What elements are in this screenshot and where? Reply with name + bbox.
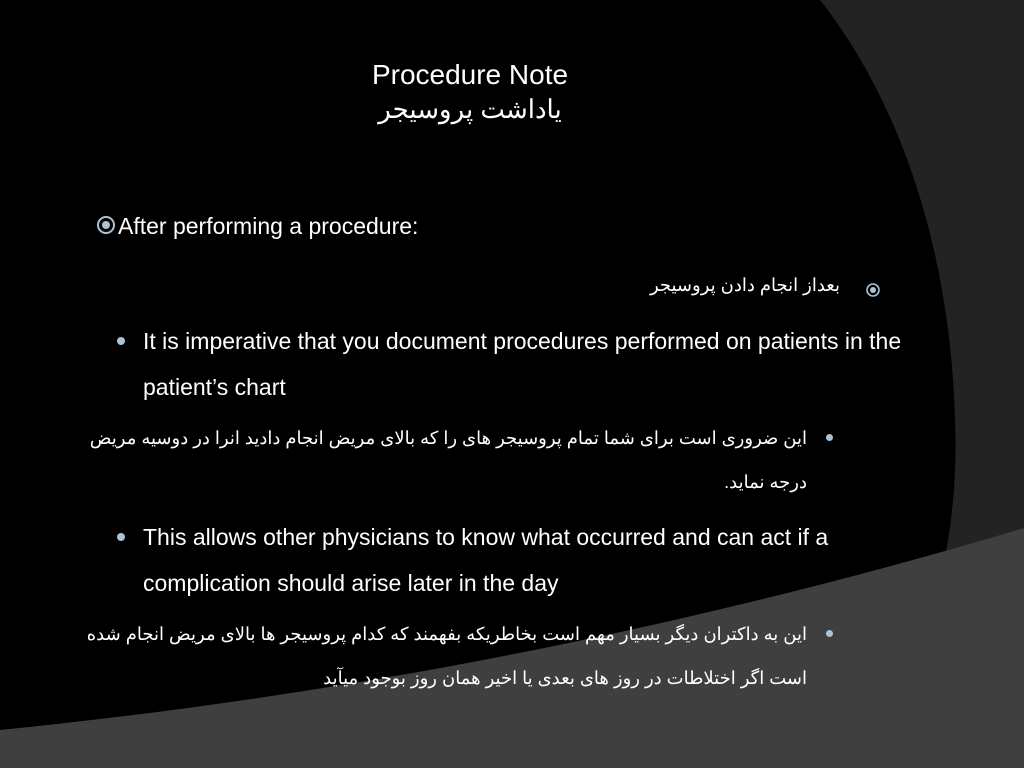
title-english: Procedure Note [371,59,569,90]
point1-persian: این ضروری است برای شما تمام پروسیجر های را که بالای مریض انجام دادید انرا در دوسیه مریض درجه نماید. [89,428,807,492]
radio-target-icon [96,215,116,235]
dot-icon [117,533,125,541]
point1-english: It is imperative that you document procedures performed on patients in the patient’s chart [143,328,902,400]
dot-icon [826,630,833,637]
bullet-english: After performing a procedure: [118,213,419,239]
dot-icon [117,337,125,345]
slide-title [270,58,670,126]
radio-target-icon [865,282,881,298]
point2-persian: این به داکتران دیگر بسیار مهم است بخاطریکه بفهمند که کدام پروسیجر ها بالای مریض انجام شده است اگر اختلاطات در روز های بعدی یا اخیر همان روز بوجود میآید [86,624,807,688]
dot-icon [826,434,833,441]
title-persian: یاداشت پروسیجر [378,94,562,124]
bullet-persian: بعداز انجام دادن پروسیجر [649,275,840,295]
point2-english: This allows other physicians to know what occurred and can act if a complication should arise later in the day [143,524,829,596]
